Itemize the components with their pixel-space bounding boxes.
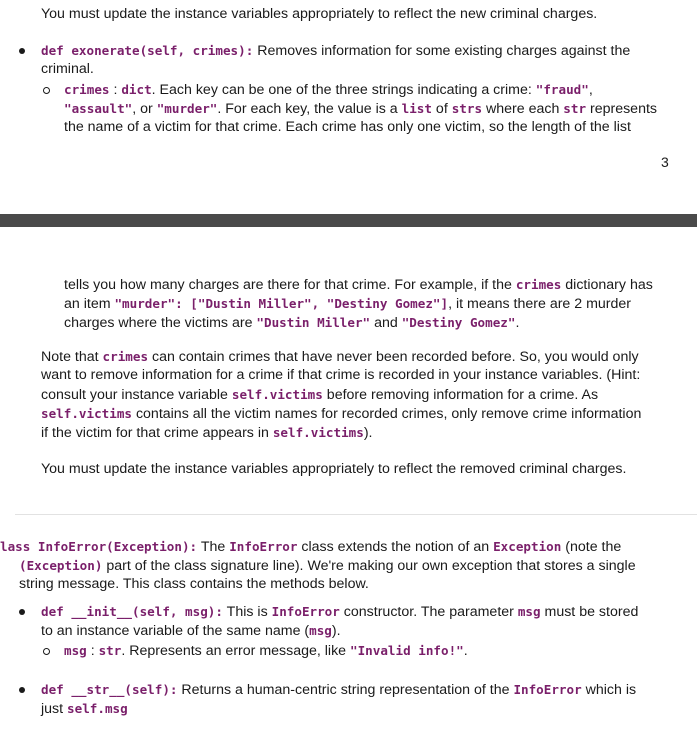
bullet-dot bbox=[19, 687, 25, 693]
cont-line-1: tells you how many charges are there for that crime. For example, if the crimes dictionary has bbox=[64, 277, 653, 293]
infoerror-line-3: string message. This class contains the methods below. bbox=[19, 576, 369, 592]
bullet-circle bbox=[43, 648, 50, 655]
page-gap bbox=[0, 188, 697, 214]
str-line-1: def __str__(self): Returns a human-centric string representation of the InfoError which is bbox=[41, 682, 637, 698]
section-divider bbox=[15, 514, 697, 515]
bullet-circle bbox=[43, 87, 50, 94]
bullet-dot bbox=[19, 48, 25, 54]
exonerate-line-2: criminal. bbox=[41, 61, 94, 77]
crimes-param-line-1: crimes : dict. Each key can be one of the three strings indicating a crime: "fraud", bbox=[64, 82, 593, 98]
cont-line-3: charges where the victims are "Dustin Miller" and "Destiny Gomez". bbox=[64, 315, 520, 331]
init-line-2: to an instance variable of the same name (msg). bbox=[41, 623, 341, 639]
infoerror-line-1: lass InfoError(Exception): The InfoError class extends the notion of an Exception (note the bbox=[0, 539, 622, 555]
removed-line: You must update the instance variables appropriately to reflect the removed criminal charges. bbox=[41, 461, 627, 477]
init-signature: def __init__(self, msg): bbox=[41, 604, 223, 619]
crimes-param-line-2: "assault", or "murder". For each key, the value is a list of strs where each str represents bbox=[64, 101, 658, 117]
bullet-dot bbox=[19, 609, 25, 615]
note-line-1: Note that crimes can contain crimes that have never been recorded before. So, you would only bbox=[41, 349, 639, 365]
cont-line-2: an item "murder": ["Dustin Miller", "Destiny Gomez"], it means there are 2 murder bbox=[64, 296, 632, 312]
init-line-1: def __init__(self, msg): This is InfoError constructor. The parameter msg must be stored bbox=[41, 604, 639, 620]
note-line-5: if the victim for that crime appears in self.victims). bbox=[41, 425, 373, 441]
page-break-bar bbox=[0, 214, 697, 227]
top-line: You must update the instance variables appropriately to reflect the new criminal charges. bbox=[41, 6, 598, 22]
infoerror-heading: lass InfoError(Exception): bbox=[0, 539, 198, 554]
page-number: 3 bbox=[661, 154, 669, 170]
note-line-3: consult your instance variable self.victims before removing information for a crime. As bbox=[41, 387, 599, 403]
note-line-4: self.victims contains all the victim names for recorded crimes, only remove crime information bbox=[41, 406, 642, 422]
infoerror-line-2: (Exception) part of the class signature line). We're making our own exception that stores a single bbox=[19, 558, 636, 574]
str-line-2: just self.msg bbox=[41, 701, 128, 717]
exonerate-line-1: def exonerate(self, crimes): Removes information for some existing charges against the bbox=[41, 43, 631, 59]
crimes-param-line-3: the name of a victim for that crime. Each crime has only one victim, so the length of the list bbox=[64, 119, 631, 135]
str-signature: def __str__(self): bbox=[41, 682, 178, 697]
note-line-2: want to remove information for a crime if that crime is recorded in your instance variables. (Hint: bbox=[41, 367, 641, 383]
msg-param-line: msg : str. Represents an error message, like "Invalid info!". bbox=[64, 643, 468, 659]
exonerate-signature: def exonerate(self, crimes): bbox=[41, 43, 254, 58]
